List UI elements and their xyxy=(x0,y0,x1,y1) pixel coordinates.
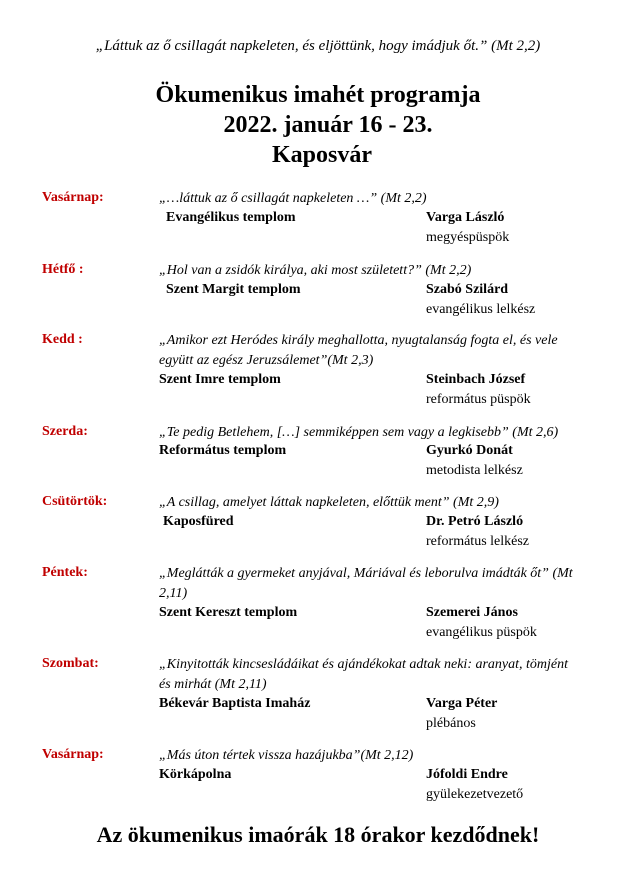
bible-verse: „A csillag, amelyet láttak napkeleten, előttük ment” (Mt 2,9) xyxy=(159,495,499,510)
preacher-name: Dr. Petró László xyxy=(426,514,524,529)
bible-verse: „Más úton tértek vissza hazájukba”(Mt 2,12) xyxy=(159,748,414,763)
venue: Szent Kereszt templom xyxy=(159,605,298,620)
day-label: Szerda: xyxy=(42,424,88,439)
preacher-name: Steinbach József xyxy=(426,372,526,387)
preacher-name: Varga László xyxy=(426,210,505,225)
preacher-role: evangélikus lelkész xyxy=(426,302,536,317)
preacher-name: Jófoldi Endre xyxy=(426,767,508,782)
day-label: Csütörtök: xyxy=(42,494,108,509)
venue: Kaposfüred xyxy=(163,514,234,529)
bible-verse: „Te pedig Betlehem, […] semmiképpen sem vagy a legkisebb” (Mt 2,6) xyxy=(159,425,559,440)
start-time-notice: Az ökumenikus imaórák 18 órakor kezdődnek! xyxy=(96,822,540,847)
preacher-name: Gyurkó Donát xyxy=(426,443,513,458)
preacher-role: megyéspüspök xyxy=(426,230,510,245)
venue: Szent Imre templom xyxy=(159,372,281,387)
bible-verse: „Hol van a zsidók királya, aki most született?” (Mt 2,2) xyxy=(159,263,472,278)
venue: Békevár Baptista Imaház xyxy=(159,696,311,711)
preacher-role: metodista lelkész xyxy=(426,463,523,478)
preacher-role: evangélikus püspök xyxy=(426,625,537,640)
program-dates: 2022. január 16 - 23. xyxy=(223,112,433,138)
day-label: Vasárnap: xyxy=(42,190,104,205)
day-label: Péntek: xyxy=(42,565,88,580)
bible-verse: „Amikor ezt Heródes király meghallotta, nyugtalanság fogta el, és vele együtt az egész Jeruzsálemet”(Mt 2,3) xyxy=(159,333,558,368)
day-label: Kedd : xyxy=(42,332,83,347)
venue: Körkápolna xyxy=(159,767,232,782)
preacher-role: plébános xyxy=(426,716,476,731)
program-title: Ökumenikus imahét programja xyxy=(155,82,481,108)
day-label: Hétfő : xyxy=(42,262,84,277)
preacher-name: Szabó Szilárd xyxy=(426,282,509,297)
motto-quote: „Láttuk az ő csillagát napkeleten, és eljöttünk, hogy imádjuk őt.” (Mt 2,2) xyxy=(95,38,541,54)
preacher-name: Varga Péter xyxy=(426,696,498,711)
venue: Evangélikus templom xyxy=(166,210,296,225)
preacher-role: református püspök xyxy=(426,392,531,407)
bible-verse: „Kinyitották kincsesládáikat és ajándékokat adtak neki: aranyat, tömjént és mirhát (Mt 2,11) xyxy=(159,657,569,692)
venue: Református templom xyxy=(159,443,287,458)
preacher-role: református lelkész xyxy=(426,534,530,549)
preacher-role: gyülekezetvezető xyxy=(426,787,524,802)
bible-verse: „…láttuk az ő csillagát napkeleten …” (Mt 2,2) xyxy=(159,191,427,206)
day-label: Vasárnap: xyxy=(42,747,104,762)
preacher-name: Szemerei János xyxy=(426,605,518,620)
bible-verse: „Meglátták a gyermeket anyjával, Máriával és leborulva imádták őt” (Mt 2,11) xyxy=(159,566,573,601)
day-label: Szombat: xyxy=(42,656,99,671)
venue: Szent Margit templom xyxy=(166,282,301,297)
program-city: Kaposvár xyxy=(271,142,372,168)
